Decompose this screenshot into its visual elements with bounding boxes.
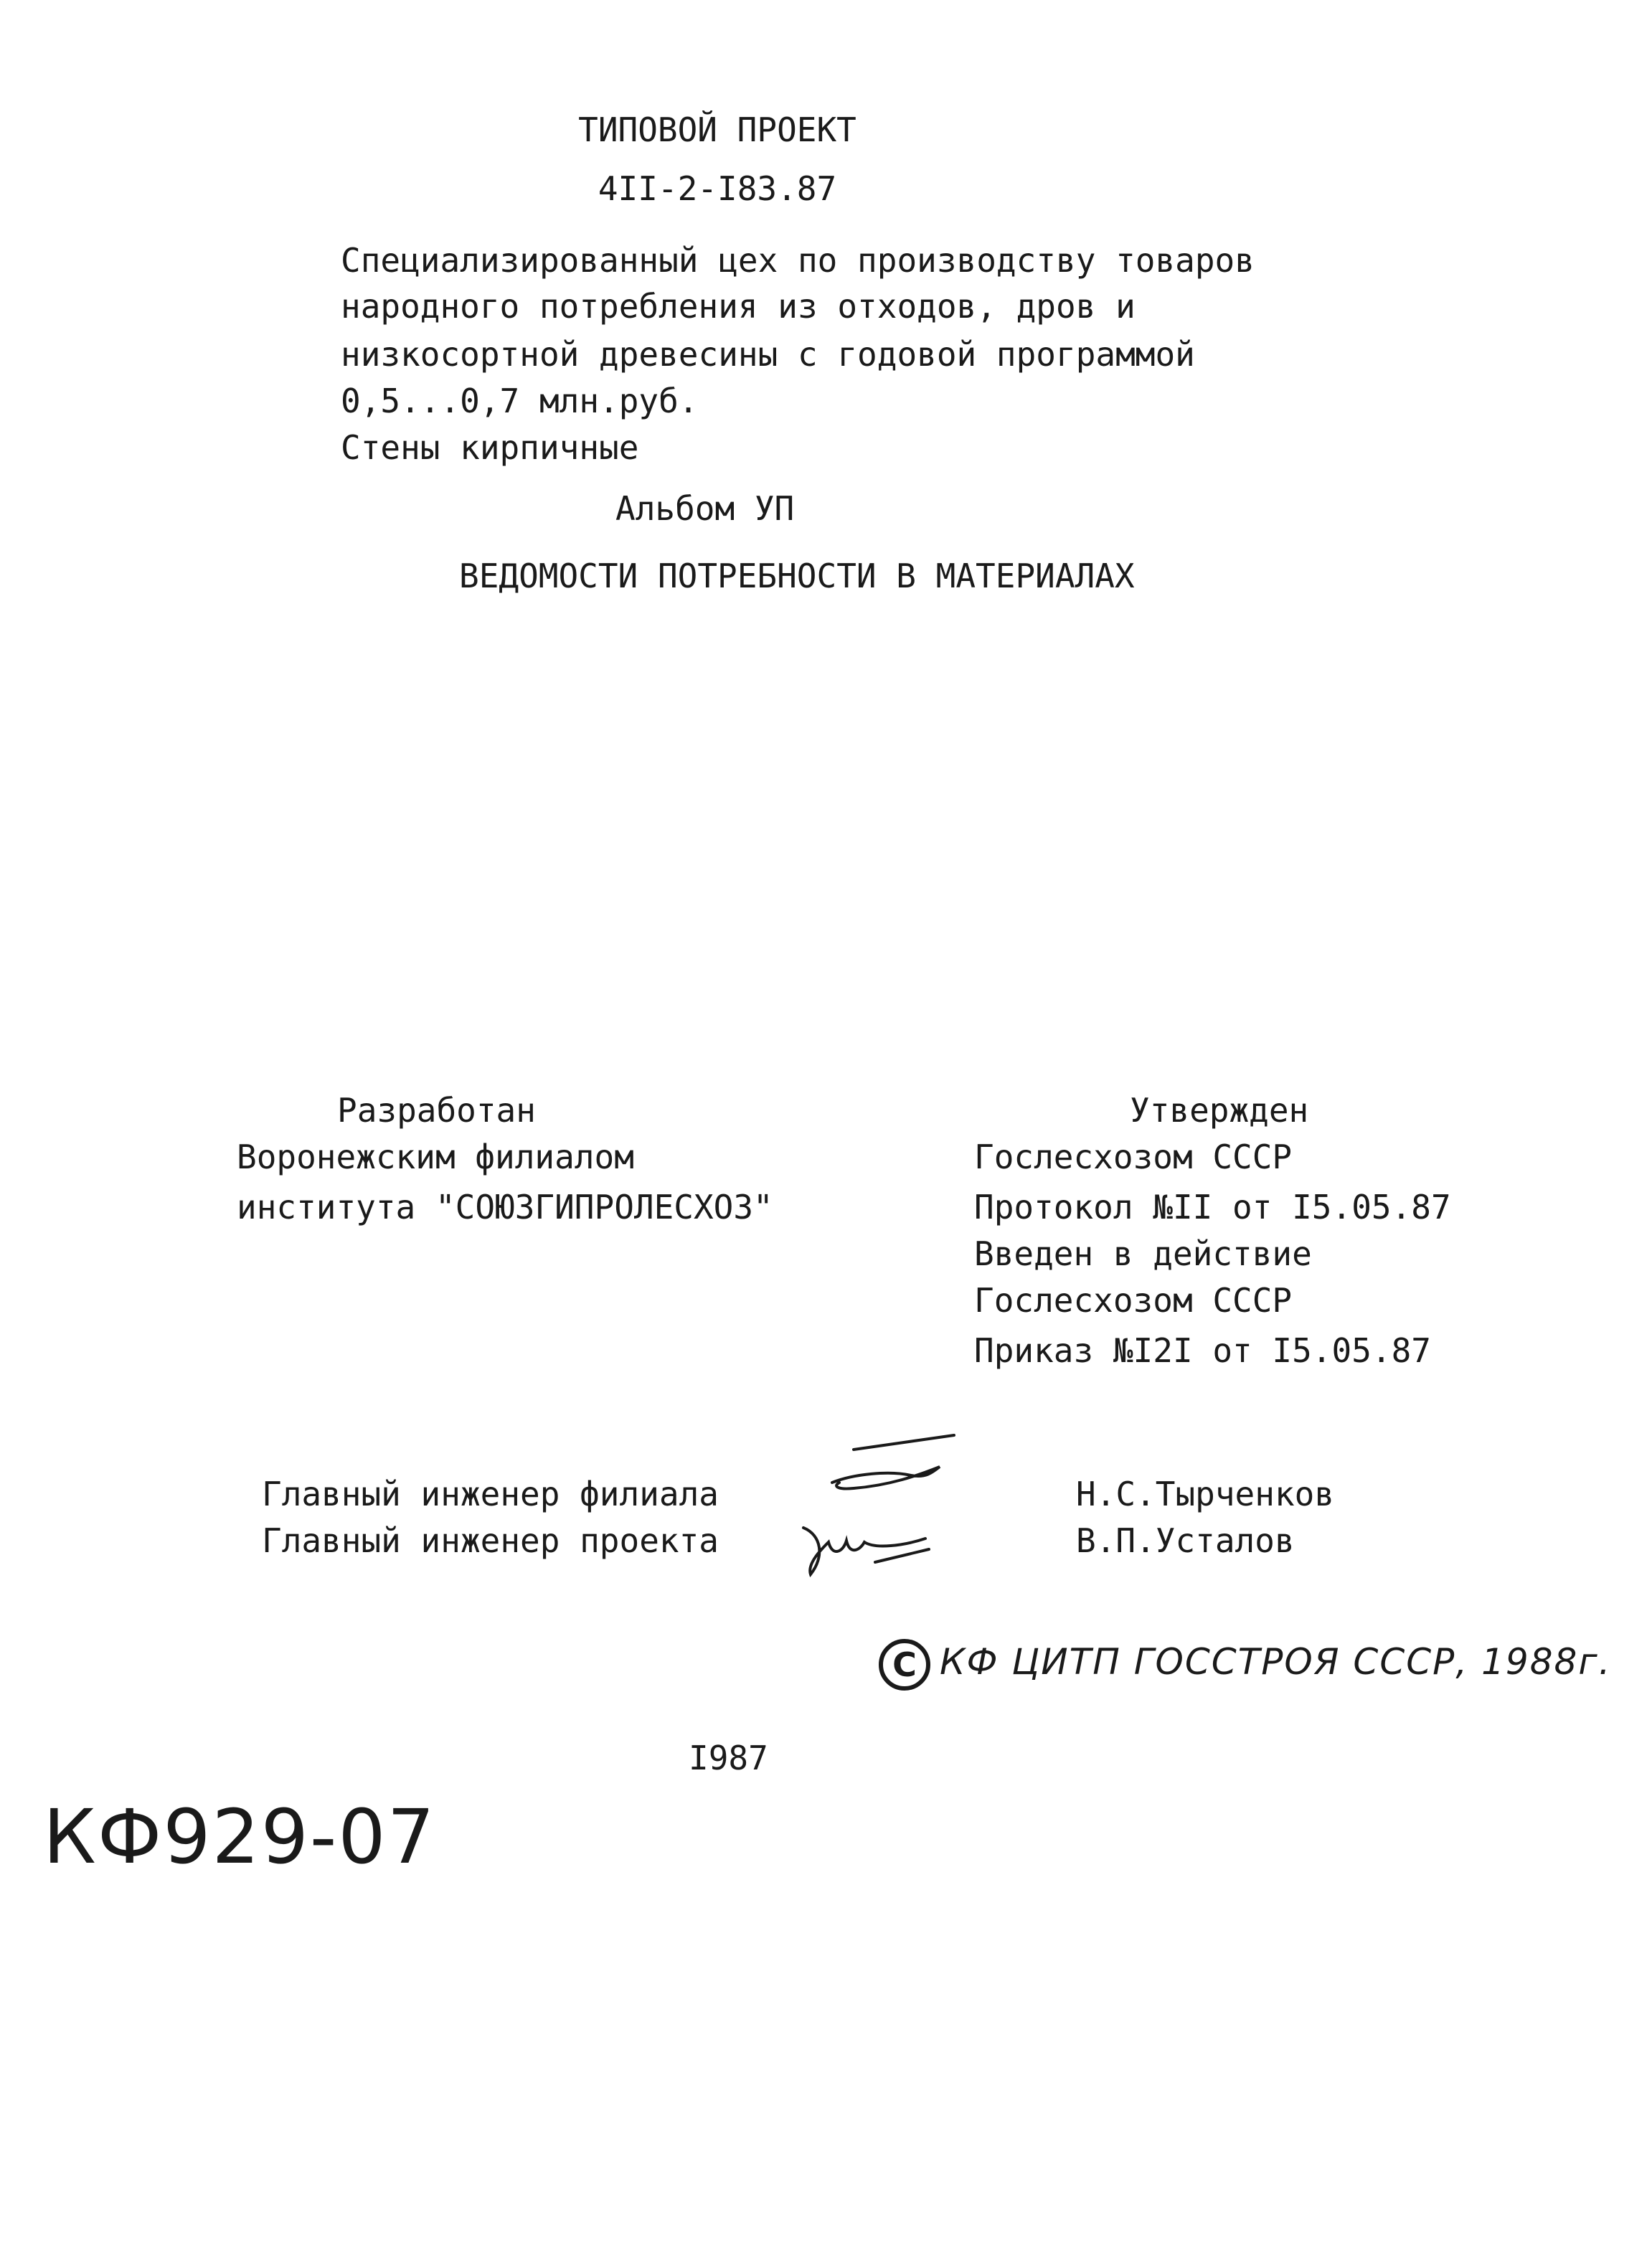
approved-heading: Утвержден	[1130, 1091, 1309, 1130]
document-year: I987	[689, 1739, 768, 1777]
document-type: ТИПОВОЙ ПРОЕКТ	[578, 110, 856, 149]
copyright-icon: C	[879, 1639, 930, 1691]
approved-line: Приказ №I2I от I5.05.87	[974, 1331, 1431, 1370]
approved-line: Введен в действие	[974, 1234, 1312, 1273]
copyright-text: КФ ЦИТП ГОССТРОЯ СССР, 1988г.	[940, 1641, 1612, 1683]
album-title: ВЕДОМОСТИ ПОТРЕБНОСТИ В МАТЕРИАЛАХ	[459, 557, 1135, 595]
description-line: народного потребления из отходов, дров и	[341, 287, 1136, 326]
description-line: Стены кирпичные	[341, 428, 639, 467]
signature-mark-chief-project	[789, 1506, 947, 1585]
signature-role: Главный инженер филиала	[262, 1475, 719, 1513]
signature-role: Главный инженер проекта	[262, 1521, 719, 1560]
project-number: 4II-2-I83.87	[598, 169, 837, 208]
developed-heading: Разработан	[337, 1091, 536, 1130]
description-line: Специализированный цех по производству товаров	[341, 241, 1255, 280]
developed-line: Воронежским филиалом	[237, 1138, 634, 1176]
signature-name: Н.С.Тырченков	[1076, 1475, 1335, 1513]
signature-name: В.П.Усталов	[1076, 1521, 1295, 1560]
signature-mark-chief-branch	[811, 1431, 968, 1503]
description-line: 0,5...0,7 млн.руб.	[341, 382, 699, 420]
developed-line: института "СОЮЗГИПРОЛЕСХОЗ"	[237, 1188, 773, 1227]
approved-line: Протокол №II от I5.05.87	[974, 1188, 1451, 1227]
archive-code: КФ929-07	[43, 1793, 436, 1881]
approved-line: Гослесхозом СССР	[974, 1281, 1293, 1320]
approved-line: Гослесхозом СССР	[974, 1138, 1293, 1176]
album-label: Альбом УП	[615, 489, 795, 528]
description-line: низкосортной древесины с годовой программой	[341, 335, 1195, 374]
